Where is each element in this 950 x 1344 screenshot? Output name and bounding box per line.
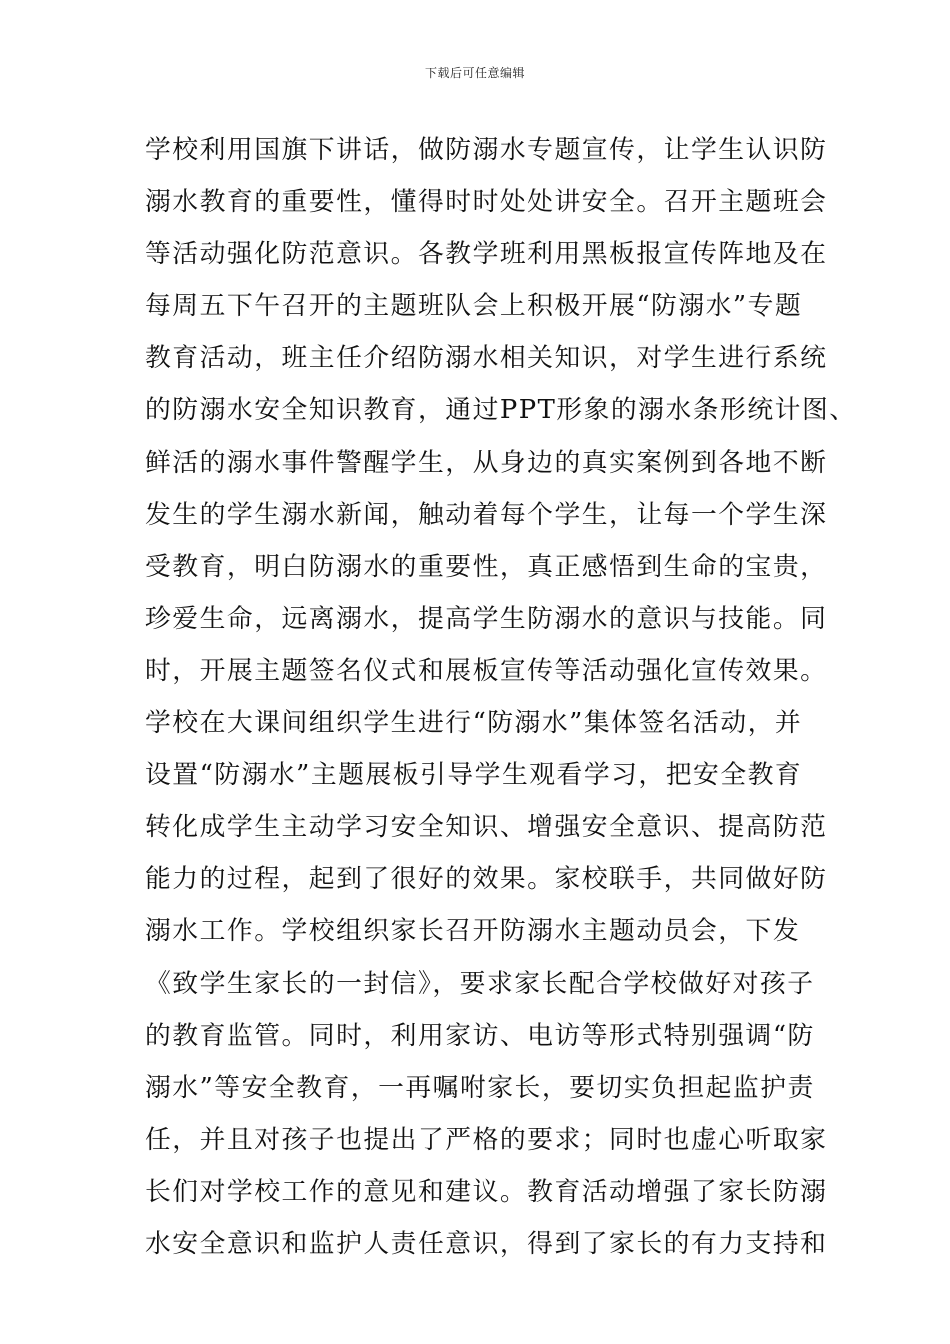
text-line: 每周五下午召开的主题班队会上积极开展“防溺水”专题 — [145, 291, 803, 322]
text-line: 《致学生家长的一封信》，要求家长配合学校做好对孩子 — [145, 968, 815, 999]
text-line: 等活动强化防范意识。各教学班利用黑板报宣传阵地及在 — [145, 239, 828, 270]
text-line: 溺水”等安全教育，一再嘱咐家长，要切实负担起监护责 — [145, 1072, 815, 1103]
text-line: 鲜活的溺水事件警醒学生，从身边的真实案例到各地不断 — [145, 447, 828, 478]
text-line: 能力的过程，起到了很好的效果。家校联手，共同做好防 — [145, 864, 828, 895]
page-header: 下载后可任意编辑 — [424, 66, 525, 80]
body-paragraph — [145, 124, 857, 1270]
text-line: 任，并且对孩子也提出了严格的要求；同时也虚心听取家 — [145, 1124, 828, 1155]
text-line: 的防溺水安全知识教育，通过PPT形象的溺水条形统计图、 — [145, 395, 857, 426]
text-line: 受教育，明白防溺水的重要性，真正感悟到生命的宝贵， — [145, 551, 828, 582]
text-line: 溺水教育的重要性，懂得时时处处讲安全。召开主题班会 — [145, 187, 828, 218]
text-line: 学校利用国旗下讲话，做防溺水专题宣传，让学生认识防 — [145, 135, 828, 165]
text-line: 时，开展主题签名仪式和展板宣传等活动强化宣传效果。 — [145, 655, 828, 686]
text-line: 设置“防溺水”主题展板引导学生观看学习，把安全教育 — [145, 760, 803, 791]
text-line: 转化成学生主动学习安全知识、增强安全意识、提高防范 — [145, 812, 828, 843]
text-line: 学校在大课间组织学生进行“防溺水”集体签名活动，并 — [145, 708, 803, 739]
text-line: 教育活动，班主任介绍防溺水相关知识，对学生进行系统 — [145, 343, 828, 374]
text-line: 溺水工作。学校组织家长召开防溺水主题动员会，下发 — [145, 916, 801, 947]
text-line: 水安全意识和监护人责任意识，得到了家长的有力支持和 — [145, 1228, 828, 1259]
text-line: 的教育监管。同时，利用家访、电访等形式特别强调“防 — [145, 1020, 815, 1051]
text-line: 珍爱生命，远离溺水，提高学生防溺水的意识与技能。同 — [145, 603, 828, 634]
text-line: 发生的学生溺水新闻，触动着每个学生，让每一个学生深 — [145, 499, 828, 530]
text-line: 长们对学校工作的意见和建议。教育活动增强了家长防溺 — [145, 1176, 828, 1207]
